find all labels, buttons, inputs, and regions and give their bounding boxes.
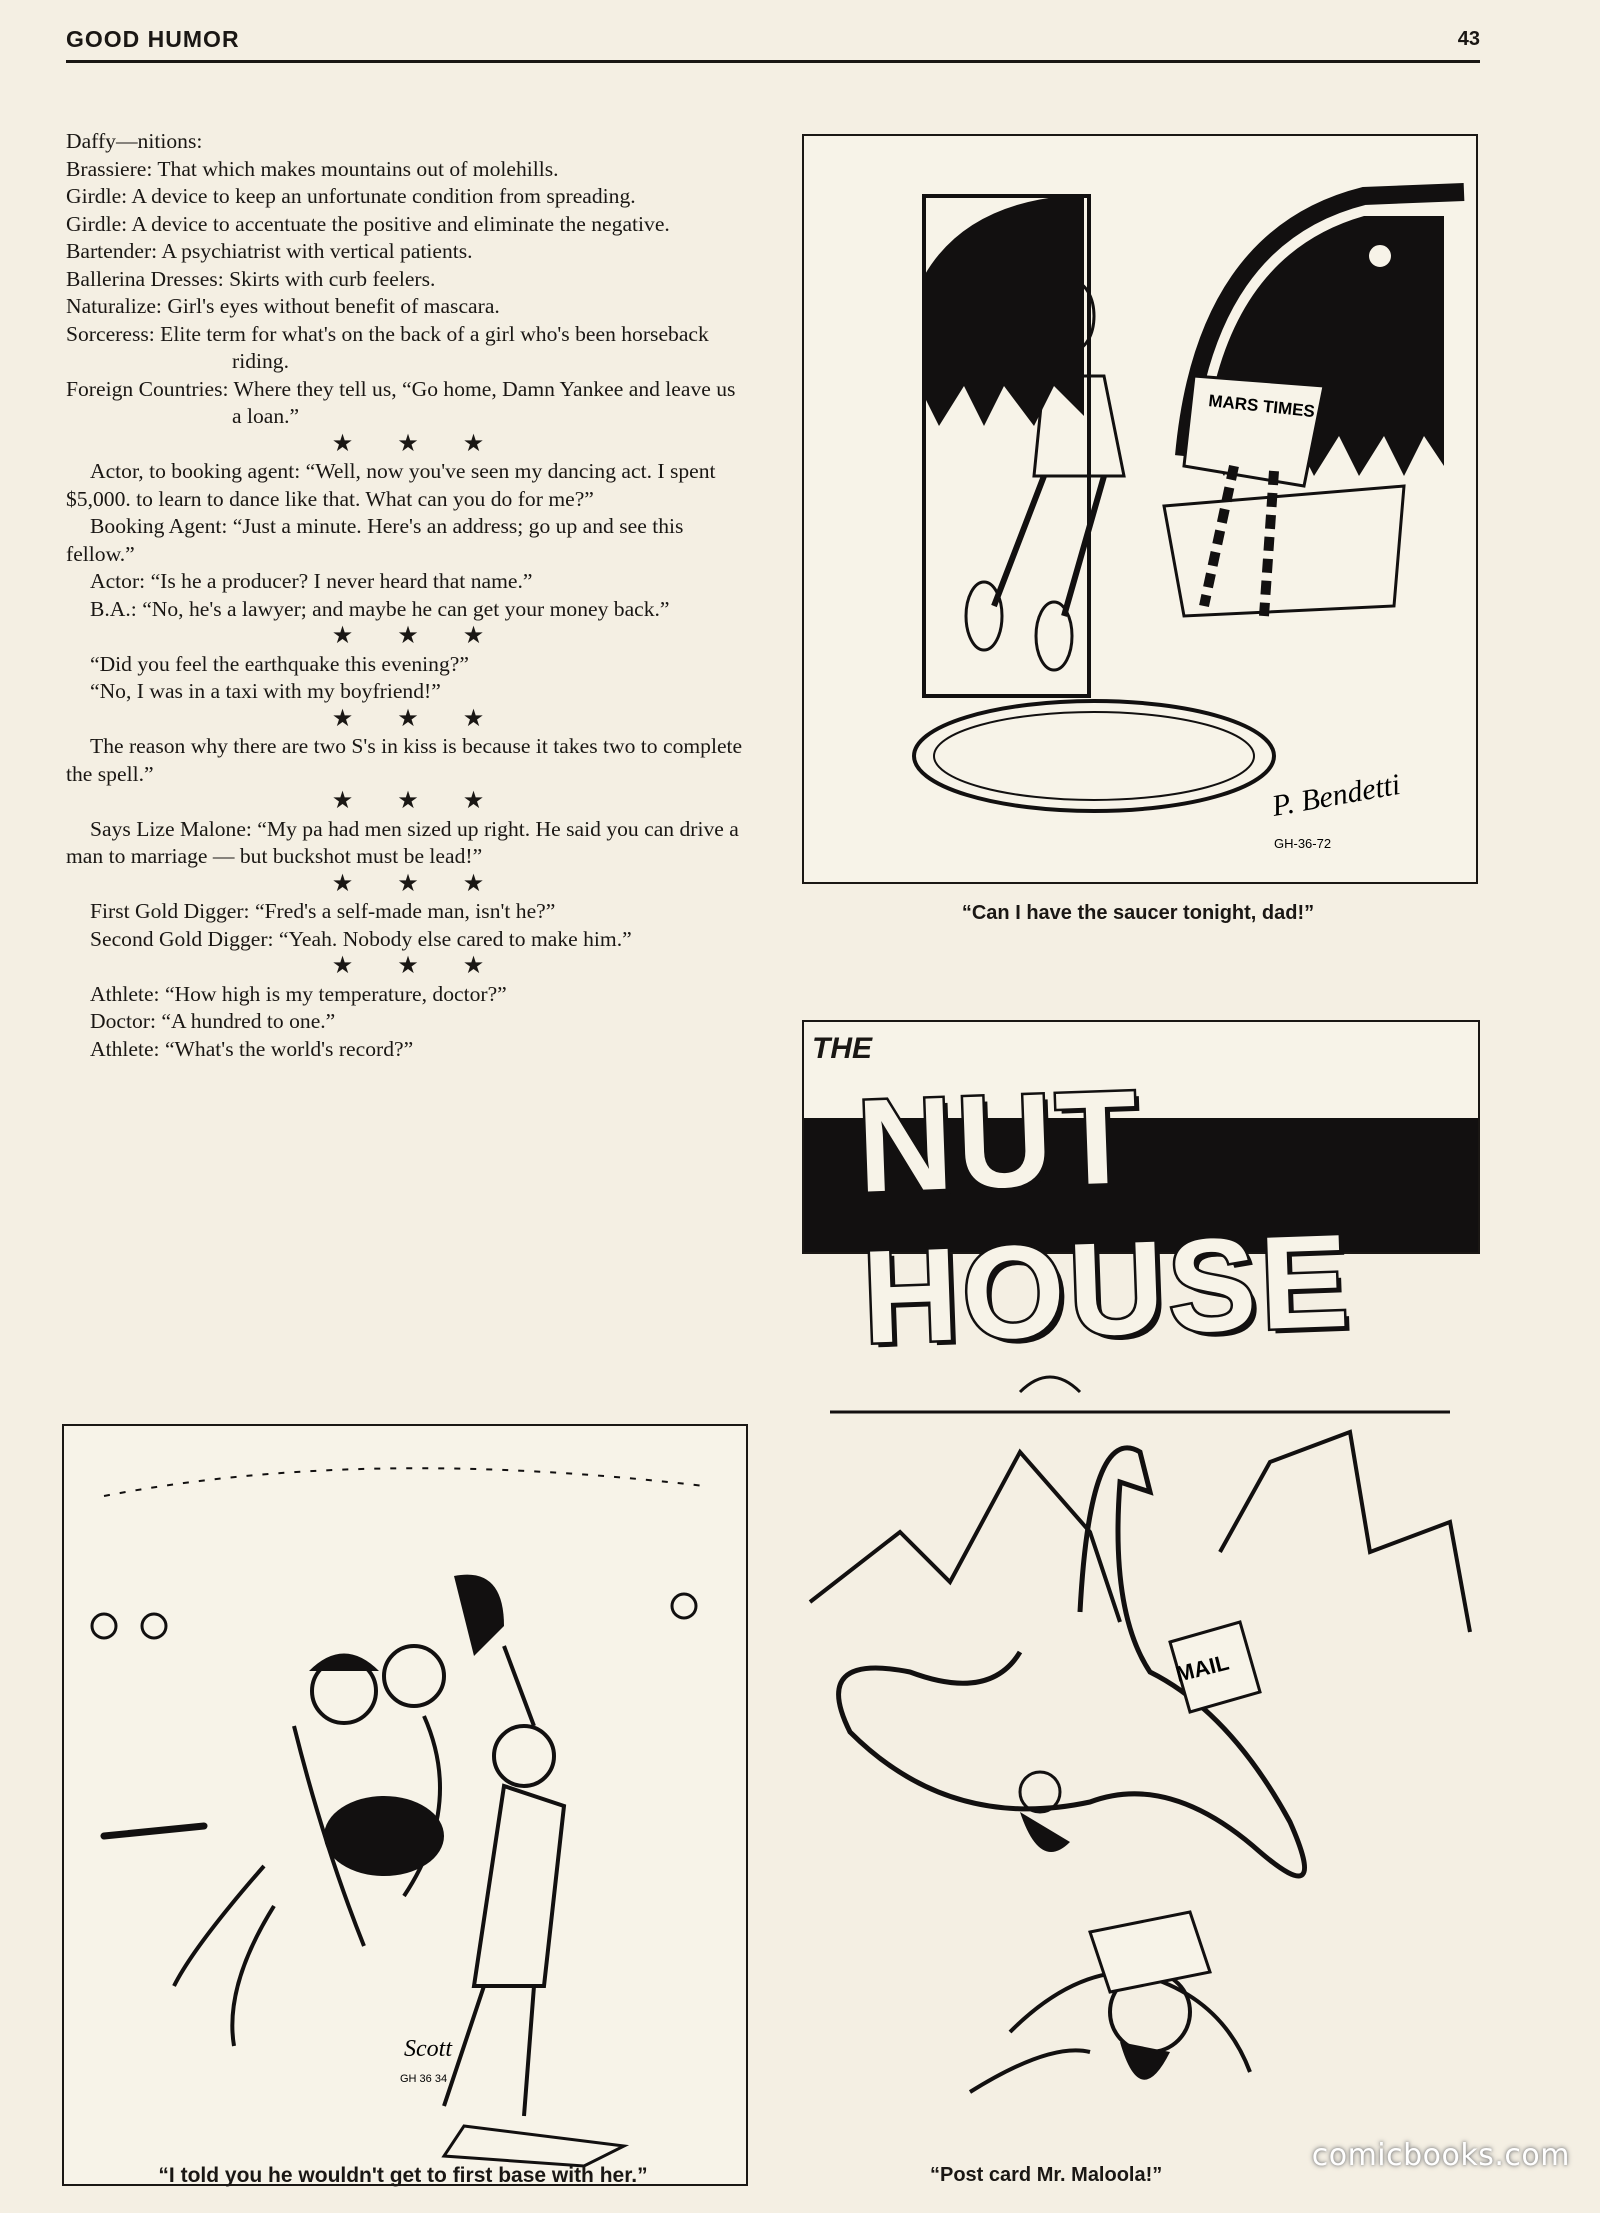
definition-item: Sorceress: Elite term for what's on the back of a girl who's been horseback riding.	[66, 321, 709, 373]
saucer-cartoon	[802, 134, 1478, 884]
mail-illustration	[790, 1352, 1490, 2152]
banner-title: NUT HOUSE	[854, 1062, 1355, 1371]
baseball-illustration	[64, 1426, 746, 2184]
nuthouse-banner	[802, 1020, 1480, 1371]
magazine-title: GOOD HUMOR	[66, 26, 240, 52]
definition-item: Bartender: A psychiatrist with vertical patients.	[66, 239, 473, 263]
joke-line: Says Lize Malone: “My pa had men sized up right. He said you can drive a man to marriage — but buckshot must be lead!”	[66, 816, 739, 868]
joke-line: Actor, to booking agent: “Well, now you've seen my dancing act. I spent $5,000. to learn to dance like that. What can you do for me?”	[66, 459, 716, 511]
cartoon-signature: Scott	[404, 2036, 452, 2062]
cartoon-signature: P. Bendetti	[1269, 767, 1403, 823]
joke-line: The reason why there are two S's in kiss is because it takes two to complete the spell.”	[66, 734, 743, 786]
joke-line: “Did you feel the earthquake this evening?”	[90, 651, 469, 676]
page-header	[66, 26, 1480, 66]
joke-line: Doctor: “A hundred to one.”	[90, 1009, 336, 1033]
baseball-caption: “I told you he wouldn't get to first base with her.”	[158, 2164, 648, 2187]
star-separator: ★★★	[331, 430, 529, 457]
watermark: comicbooks.com	[1311, 2138, 1570, 2173]
joke-line: Booking Agent: “Just a minute. Here's an address; go up and see this fellow.”	[66, 514, 684, 566]
star-separator: ★★★	[331, 623, 529, 649]
star-separator: ★★★	[331, 870, 529, 897]
banner-the: THE	[812, 1032, 872, 1065]
definition-item: Girdle: A device to keep an unfortunate condition from spreading.	[66, 184, 636, 208]
joke-line: “No, I was in a taxi with my boyfriend!”	[90, 679, 441, 703]
joke-line: B.A.: “No, he's a lawyer; and maybe he can get your money back.”	[90, 596, 670, 621]
definition-item: Brassiere: That which makes mountains out of molehills.	[66, 156, 559, 181]
page-number: 43	[1457, 28, 1480, 50]
joke-line: Athlete: “What's the world's record?”	[90, 1036, 414, 1061]
definitions-heading: Daffy—nitions:	[66, 129, 203, 153]
star-separator: ★★★	[331, 788, 529, 814]
star-separator: ★★★	[331, 705, 529, 732]
mail-caption: “Post card Mr. Maloola!”	[930, 2164, 1163, 2186]
jokes-column	[66, 128, 750, 1063]
joke-line: Athlete: “How high is my temperature, doctor?”	[90, 981, 507, 1006]
joke-line: Actor: “Is he a producer? I never heard that name.”	[90, 569, 533, 593]
baseball-cartoon	[62, 1424, 748, 2186]
header-rule	[66, 60, 1480, 63]
newspaper-title: MARS TIMES	[1207, 391, 1316, 422]
definition-item: Ballerina Dresses: Skirts with curb feelers.	[66, 266, 436, 291]
star-separator: ★★★	[331, 953, 529, 979]
cartoon-code: GH-36-72	[1274, 836, 1332, 851]
mail-sign: MAIL	[1173, 1649, 1232, 1687]
saucer-illustration	[804, 136, 1476, 882]
cartoon-code: GH 36 34	[400, 2073, 448, 2085]
definition-item: Girdle: A device to accentuate the positive and eliminate the negative.	[66, 211, 670, 236]
joke-line: Second Gold Digger: “Yeah. Nobody else cared to make him.”	[90, 926, 632, 951]
mail-cartoon	[790, 1352, 1490, 2152]
definition-item: Naturalize: Girl's eyes without benefit of mascara.	[66, 294, 500, 318]
saucer-caption: “Can I have the saucer tonight, dad!”	[961, 902, 1315, 924]
joke-line: First Gold Digger: “Fred's a self-made man, isn't he?”	[90, 899, 556, 923]
definition-item: Foreign Countries: Where they tell us, “Go home, Damn Yankee and leave us a loan.”	[66, 376, 736, 428]
